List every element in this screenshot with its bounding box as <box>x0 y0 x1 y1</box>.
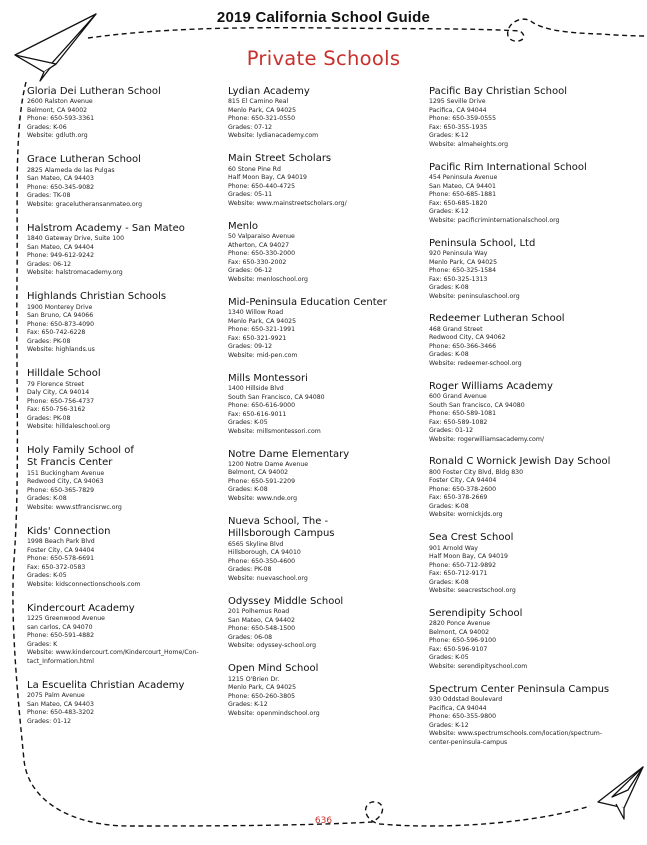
school-entry <box>27 603 223 666</box>
school-detail-line: Grades: K-12 <box>429 208 469 216</box>
school-detail-line: 201 Polhemus Road <box>228 608 290 616</box>
section-title: Private Schools <box>246 47 401 70</box>
school-detail-line: Grades: TK-08 <box>27 192 71 200</box>
school-detail-line: Phone: 650-756-4737 <box>27 397 95 405</box>
school-name: Grace Lutheran School <box>27 154 141 166</box>
school-name: Notre Dame Elementary <box>228 448 350 460</box>
school-entry <box>429 684 634 747</box>
school-entry <box>27 445 223 512</box>
school-detail-line: Website: seacrestschool.org <box>429 587 516 595</box>
school-name: Serendipity School <box>429 608 523 620</box>
school-detail-line: 1400 Hillside Blvd <box>228 385 284 393</box>
school-detail-line: Phone: 650-321-1991 <box>228 326 296 334</box>
school-detail-line: Phone: 650-330-2000 <box>228 250 296 258</box>
school-name: Menlo <box>228 220 259 232</box>
school-entry <box>429 608 634 671</box>
school-entry <box>27 526 223 589</box>
school-detail-line: Phone: 650-596-9100 <box>429 637 497 645</box>
school-detail-line: Grades: 06-08 <box>228 633 273 641</box>
school-detail-line: South San francisco, CA 94080 <box>429 401 525 409</box>
school-detail-line: Grades: 01-12 <box>27 717 72 725</box>
school-detail-line: Website: www.nde.org <box>228 494 298 502</box>
school-detail-line: Belmont, CA 94002 <box>429 628 490 636</box>
school-detail-line: Fax: 650-325-1313 <box>429 275 488 283</box>
paper-plane-icon <box>598 767 643 819</box>
school-detail-line: Phone: 650-365-7829 <box>27 486 95 494</box>
school-detail-line: San Mateo, CA 94403 <box>27 700 94 708</box>
school-entry <box>228 86 424 141</box>
school-detail-line: 800 Foster City Blvd, Bldg 830 <box>429 468 524 476</box>
school-detail-line: 1998 Beach Park Blvd <box>27 538 95 546</box>
school-detail-line: Grades: K-08 <box>429 502 469 510</box>
school-name: Kids' Connection <box>27 525 111 537</box>
school-detail-line: 930 Oddstad Boulevard <box>429 696 503 704</box>
school-detail-line: Website: peninsulaschool.org <box>429 292 520 300</box>
school-detail-line: Website: serendipityschool.com <box>429 662 528 670</box>
school-detail-line: 600 Grand Avenue <box>429 393 487 401</box>
school-detail-line: Belmont, CA 94002 <box>27 106 88 114</box>
school-detail-line: Atherton, CA 94027 <box>228 241 290 249</box>
school-detail-line: Website: highlands.us <box>27 346 95 354</box>
school-detail-line: Grades: K-12 <box>228 701 268 709</box>
school-detail-line: Foster City, CA 94404 <box>27 546 95 554</box>
school-detail-line: Grades: PK-08 <box>27 337 71 345</box>
school-entry <box>228 153 424 208</box>
school-detail-line: Phone: 650-260-3805 <box>228 692 296 700</box>
school-detail-line: san carlos, CA 94070 <box>27 623 93 631</box>
school-detail-line: Phone: 650-591-2209 <box>228 477 296 485</box>
school-detail-line: 920 Peninsula Way <box>429 250 488 257</box>
school-detail-line: San Mateo, CA 94402 <box>228 616 295 624</box>
school-detail-line: Website: www.stfrancisrwc.org <box>27 503 122 511</box>
school-detail-line: 79 Florence Street <box>27 380 85 388</box>
school-detail-line: Grades: PK-08 <box>27 414 71 422</box>
school-entry <box>27 154 223 209</box>
school-detail-line: 468 Grand Street <box>429 325 483 333</box>
school-name: Lydian Academy <box>228 86 310 97</box>
school-name: Redeemer Lutheran School <box>429 313 565 325</box>
school-name: Main Street Scholars <box>228 153 332 165</box>
school-detail-line: Website: halstromacademy.org <box>27 269 123 277</box>
school-detail-line: San Mateo, CA 94403 <box>27 175 94 183</box>
school-entry <box>27 223 223 278</box>
school-detail-line: Fax: 650-372-0583 <box>27 563 86 571</box>
school-detail-line: Website: www.spectrumschools.com/location/spectrum- center-peninsula-campus <box>429 730 603 746</box>
school-entry <box>27 291 223 354</box>
school-detail-line: Phone: 650-321-0550 <box>228 115 296 123</box>
school-detail-line: San Bruno, CA 94066 <box>27 312 94 320</box>
school-name: Mid-Peninsula Education Center <box>228 296 387 308</box>
school-entry <box>228 221 424 284</box>
school-detail-line: Foster City, CA 94404 <box>429 477 497 485</box>
school-detail-line: Phone: 650-548-1500 <box>228 625 296 633</box>
school-detail-line: Website: almaheights.org <box>429 140 509 148</box>
school-detail-line: Phone: 650-578-6691 <box>27 555 95 563</box>
school-entry <box>228 373 424 436</box>
school-column-3 <box>429 86 634 760</box>
school-detail-line: Phone: 650-589-1081 <box>429 410 497 418</box>
school-detail-line: Website: www.mainstreetscholars.org/ <box>228 199 347 207</box>
page-number: 636 <box>314 816 333 826</box>
school-entry <box>429 86 634 149</box>
guide-title: 2019 California School Guide <box>216 9 431 26</box>
school-entry <box>228 596 424 651</box>
school-name: Halstrom Academy - San Mateo <box>27 222 185 234</box>
school-detail-line: Grades: PK-08 <box>228 566 272 574</box>
school-entry <box>228 663 424 718</box>
school-detail-line: Website: menloschool.org <box>228 275 308 283</box>
school-entry <box>27 368 223 431</box>
school-detail-line: Grades: 06-12 <box>27 260 72 268</box>
school-detail-line: San Mateo, CA 94401 <box>429 182 496 190</box>
school-detail-line: 1900 Monterey Drive <box>27 303 93 311</box>
school-detail-line: 2825 Alameda de las Pulgas <box>27 166 115 174</box>
school-detail-line: 60 Stone Pine Rd <box>228 165 281 173</box>
school-detail-line: Phone: 650-873-4090 <box>27 320 95 328</box>
school-name: Roger Williams Academy <box>429 380 553 392</box>
school-detail-line: Daly City, CA 94014 <box>27 389 90 397</box>
school-detail-line: Grades: 01-12 <box>429 427 474 435</box>
school-detail-line: Fax: 650-355-1935 <box>429 123 488 131</box>
school-detail-line: Fax: 650-330-2002 <box>228 258 287 266</box>
school-detail-line: 50 Valparaiso Avenue <box>228 233 295 241</box>
school-detail-line: Phone: 650-593-3361 <box>27 115 95 123</box>
school-detail-line: Website: mid-pen.com <box>228 351 298 359</box>
school-detail-line: 2075 Palm Avenue <box>27 692 85 700</box>
school-name: Spectrum Center Peninsula Campus <box>429 683 610 695</box>
school-detail-line: Grades: K-06 <box>27 123 67 131</box>
school-detail-line: Grades: K-05 <box>429 654 469 662</box>
school-entry <box>27 680 223 726</box>
school-detail-line: 151 Buckingham Avenue <box>27 469 105 477</box>
school-detail-line: Grades: K-08 <box>429 578 469 586</box>
school-detail-line: Phone: 650-325-1584 <box>429 267 497 274</box>
school-name: Odyssey Middle School <box>228 595 344 607</box>
school-detail-line: Website: hilldaleschool.org <box>27 423 110 431</box>
school-detail-line: Phone: 650-483-3202 <box>27 709 95 717</box>
school-column-2 <box>228 86 424 731</box>
school-detail-line: Phone: 650-350-4600 <box>228 557 296 565</box>
school-detail-line: Grades: K-05 <box>27 572 67 580</box>
school-detail-line: Belmont, CA 94002 <box>228 469 289 477</box>
school-detail-line: Phone: 650-359-0555 <box>429 115 497 123</box>
school-detail-line: Grades: K-12 <box>429 721 469 729</box>
school-detail-line: 1225 Greenwood Avenue <box>27 615 105 623</box>
school-detail-line: Fax: 650-616-9011 <box>228 410 287 418</box>
school-detail-line: Website: openmindschool.org <box>228 709 320 717</box>
school-name: Holy Family School of St Francis Center <box>27 445 134 469</box>
school-name: Hilldale School <box>27 368 101 380</box>
school-column-1 <box>27 86 223 740</box>
school-detail-line: 901 Arnold Way <box>429 544 478 552</box>
school-detail-line: Grades: 05-11 <box>228 191 273 199</box>
school-detail-line: Phone: 650-378-2600 <box>429 485 497 493</box>
school-name: Peninsula School, Ltd <box>429 237 536 249</box>
school-detail-line: Website: kidsconnectionschools.com <box>27 580 141 588</box>
school-detail-line: Website: gracelutheransanmateo.org <box>27 200 143 208</box>
school-detail-line: Fax: 650-712-9171 <box>429 570 488 578</box>
school-detail-line: Fax: 650-321-9921 <box>228 334 287 342</box>
school-detail-line: Grades: 09-12 <box>228 343 273 351</box>
school-entry <box>228 516 424 583</box>
school-detail-line: Website: gdluth.org <box>27 132 88 140</box>
school-detail-line: Phone: 650-685-1881 <box>429 191 497 199</box>
school-detail-line: Pacifica, CA 94044 <box>429 704 487 712</box>
school-detail-line: Half Moon Bay, CA 94019 <box>429 553 508 561</box>
school-detail-line: 454 Peninsula Avenue <box>429 174 498 182</box>
school-detail-line: 1340 Willow Road <box>228 309 284 317</box>
school-detail-line: South San Francisco, CA 94080 <box>228 393 325 401</box>
school-detail-line: Grades: K-08 <box>429 351 469 359</box>
school-detail-line: Fax: 650-685-1820 <box>429 199 488 207</box>
school-detail-line: San Mateo, CA 94404 <box>27 243 94 251</box>
school-detail-line: Redwood City, CA 94063 <box>27 478 104 486</box>
school-detail-line: Grades: K-08 <box>228 486 268 494</box>
school-entry <box>429 532 634 595</box>
school-entry <box>429 456 634 519</box>
school-name: Nueva School, The - Hillsborough Campus <box>228 515 335 540</box>
school-name: Sea Crest School <box>429 532 514 544</box>
school-detail-line: Website: rogerwilliamsacademy.com/ <box>429 435 544 443</box>
school-detail-line: Fax: 650-756-3162 <box>27 406 86 414</box>
school-detail-line: Menlo Park, CA 94025 <box>429 258 498 266</box>
school-detail-line: Phone: 650-366-3466 <box>429 342 497 350</box>
school-detail-line: Grades: K-12 <box>429 132 469 140</box>
school-detail-line: Grades: K-08 <box>27 495 67 503</box>
school-detail-line: 1200 Notre Dame Avenue <box>228 460 309 468</box>
school-detail-line: Website: lydianacademy.com <box>228 132 319 140</box>
school-detail-line: Phone: 650-355-9800 <box>429 713 497 721</box>
school-name: Ronald C Wornick Jewish Day School <box>429 456 611 468</box>
school-detail-line: Grades: K <box>27 640 58 648</box>
school-detail-line: 1215 O'Brien Dr. <box>228 675 280 683</box>
school-detail-line: Phone: 650-591-4882 <box>27 632 95 640</box>
school-detail-line: Hillsborough, CA 94010 <box>228 549 301 557</box>
school-detail-line: Website: redeemer-school.org <box>429 359 522 367</box>
school-detail-line: Phone: 949-612-9242 <box>27 252 95 260</box>
school-detail-line: Menlo Park, CA 94025 <box>228 317 297 325</box>
school-detail-line: Phone: 650-345-9082 <box>27 183 95 191</box>
school-detail-line: Half Moon Bay, CA 94019 <box>228 174 307 182</box>
school-detail-line: Grades: K-05 <box>228 419 268 427</box>
school-detail-line: Redwood City, CA 94062 <box>429 334 506 342</box>
school-entry <box>429 238 634 301</box>
school-name: Open Mind School <box>228 663 319 675</box>
school-detail-line: 6565 Skyline Blvd <box>228 540 284 548</box>
school-name: Gloria Dei Lutheran School <box>27 86 161 97</box>
school-detail-line: 1295 Seville Drive <box>429 98 486 106</box>
school-detail-line: Website: nuevaschool.org <box>228 574 308 582</box>
school-detail-line: Phone: 650-440-4725 <box>228 182 296 190</box>
school-detail-line: Fax: 650-742-6228 <box>27 329 86 337</box>
school-entry <box>228 297 424 360</box>
school-detail-line: 815 El Camino Real <box>228 98 289 106</box>
school-detail-line: Grades: 06-12 <box>228 267 273 275</box>
school-entry <box>228 449 424 504</box>
school-detail-line: Fax: 650-378-2669 <box>429 494 488 502</box>
school-detail-line: Website: odyssey-school.org <box>228 642 317 650</box>
school-detail-line: 2600 Ralston Avenue <box>27 98 93 106</box>
school-detail-line: 1840 Gateway Drive, Suite 100 <box>27 235 125 243</box>
school-detail-line: Fax: 650-589-1082 <box>429 418 488 426</box>
school-entry <box>27 86 223 141</box>
school-name: La Escuelita Christian Academy <box>27 679 185 691</box>
school-detail-line: Website: millsmontessori.com <box>228 427 321 435</box>
school-entry <box>429 162 634 225</box>
school-detail-line: Phone: 650-616-9000 <box>228 402 296 410</box>
school-name: Pacific Rim International School <box>429 161 587 173</box>
school-detail-line: Menlo Park, CA 94025 <box>228 684 297 692</box>
school-entry <box>429 381 634 444</box>
school-detail-line: Website: www.kindercourt.com/Kindercourt_Home/Con- tact_Information.html <box>27 649 199 665</box>
school-detail-line: Fax: 650-596-9107 <box>429 645 488 653</box>
school-detail-line: Website: pacificriminternationalschool.org <box>429 216 560 224</box>
school-detail-line: Menlo Park, CA 94025 <box>228 106 297 114</box>
school-detail-line: 2820 Ponce Avenue <box>429 620 491 628</box>
school-detail-line: Website: wornickjds.org <box>429 511 503 519</box>
school-name: Pacific Bay Christian School <box>429 86 568 97</box>
school-name: Kindercourt Academy <box>27 602 135 614</box>
school-name: Mills Montessori <box>228 372 308 384</box>
school-name: Highlands Christian Schools <box>27 291 167 303</box>
school-detail-line: Pacifica, CA 94044 <box>429 106 487 114</box>
school-entry <box>429 313 634 368</box>
school-detail-line: Grades: K-08 <box>429 284 469 291</box>
school-detail-line: Phone: 650-712-9892 <box>429 561 497 569</box>
school-detail-line: Grades: 07-12 <box>228 123 273 131</box>
